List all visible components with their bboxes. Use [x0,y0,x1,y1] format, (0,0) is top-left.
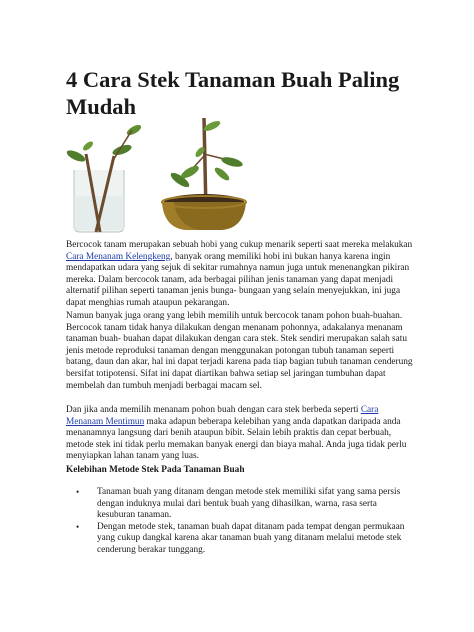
link-cara-menanam-kelengkeng[interactable]: Cara Menanam Kelengkeng [66,251,171,262]
paragraph-advantages-text-start: Dan jika anda memilih menanam pohon buah dengan cara stek berbeda seperti [66,405,361,415]
glass-jar-cutting [66,123,143,232]
advantages-list [66,487,414,557]
plant-cuttings-illustration [66,116,262,234]
bullet-icon: • [76,487,80,497]
bullet-icon: • [76,521,80,532]
list-item-text: Tanaman buah yang ditanam dengan metode stek memiliki sifat yang sama persis dengan induknya mulai dari bentuk buah yang dihasilkan, warna, rasa serta kesuburan tanaman. [97,487,401,521]
paragraph-intro [66,240,414,310]
list-item-text: Dengan metode stek, tanaman buah dapat ditanam pada tempat dengan permukaan yang cukup dangkal karena akar tanaman buah yang ditanam melalui metode stek cenderung berakar tunggang. [97,521,405,555]
paragraph-intro-text-start: Bercocok tanam merupakan sebuah hobi yang cukup menarik seperti saat mereka melakukan [66,240,413,250]
link-cara-menanam-mentimun[interactable]: Cara Menanam Mentimun [66,405,379,427]
section-heading: Kelebihan Metode Stek Pada Tanaman Buah [66,465,245,475]
paragraph-advantages-text-end: maka adapun beberapa kelebihan yang anda dapatkan daripada anda menanamnya langsung dari benih ataupun bibit. Selain lebih praktis dan cepat berbuah, metode stek ini tidak perlu memakan banyak energi dan biaya mahal. Anda juga tidak perlu menyiapkan lahan tanam yang luas. [66,416,407,462]
paragraph-advantages-intro [66,405,414,463]
paragraph-intro-text-end: , banyak orang memiliki hobi ini bukan hanya karena ingin mendapatkan udara yang sejuk di sekitar rumahnya namun juga untuk menenangkan pikiran mereka. Dalam bercocok tanam, ada berbagai pilihan jenis tanaman yang dapat menjadi alternatif pilihan seperti tanaman jenis bunga- bungaan yang selain menyejukkan, ini juga dapat menghias rumah ataupun pekarangan. [66,251,410,308]
paragraph-stek-definition: Namun banyak juga orang yang lebih memilih untuk bercocok tanam pohon buah-buahan. Bercocok tanam tidak hanya dilakukan dengan menanam pohonnya, adakalanya menanam tanaman buah- buahan dapat dilakukan dengan cara stek. Stek sendiri merupakan salah satu jenis metode reproduksi tanaman dengan menggunakan potongan tubuh tanaman seperti batang, daun dan akar, hal ini dapat terjadi karena pada tiap bagian tubuh tanaman cenderung bersifat totipotensi. Sifat ini dapat diartikan bahwa setiap sel jaringan tumbuhan dapat membelah dan tumbuh menjadi berbagai macam sel. [66,311,413,391]
list-item [66,487,414,522]
list-item [66,522,414,557]
document-title: 4 Cara Stek Tanaman Buah Paling Mudah [66,67,400,119]
potted-cutting [162,118,246,230]
